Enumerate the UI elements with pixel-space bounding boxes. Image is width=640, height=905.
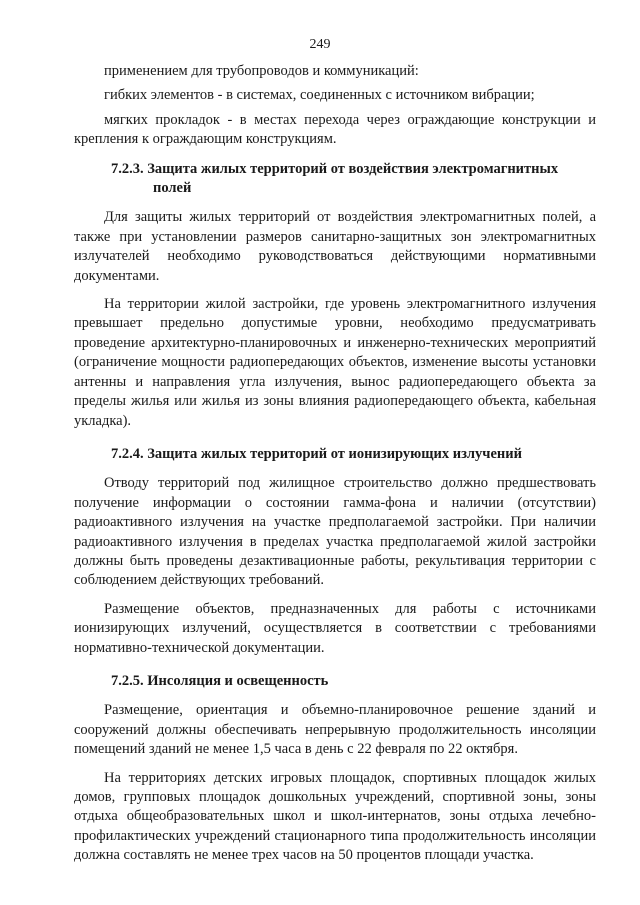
intro-paragraph: гибких элементов - в системах, соединенных с источником вибрации;: [104, 87, 535, 104]
section-7-2-5-paragraph: На территориях детских игровых площадок, спортивных площадок жилых домов, групповых площадок дошкольных учреждений, спортивной зоны, зоны отдыха общеобразовательных школ и школ-интернатов, зоны отдыха лечебно-профилактических учреждений стационарного типа продолжительность инсоляции должна составлять не менее трех часов на 50 процентов площади участка.: [74, 769, 596, 864]
section-heading-7-2-4: 7.2.4. Защита жилых территорий от ионизирующих излучений: [111, 445, 522, 462]
section-7-2-4-paragraph: Отводу территорий под жилищное строительство должно предшествовать получение информации о состоянии гамма-фона и наличии (отсутствии) радиоактивного излучения на участке предполагаемой застройки. При наличии радиоактивного излучения в пределах участка предполагаемой жилой застройки должны быть проведены дезактивационные работы, рекультивация территории с соблюдением действующих требований.: [74, 475, 596, 589]
section-7-2-3-paragraph: Для защиты жилых территорий от воздействия электромагнитных полей, а также при установлении размеров санитарно-защитных зон электромагнитных излучателей необходимо руководствоваться действующими нормативными документами.: [74, 209, 596, 284]
intro-paragraph: применением для трубопроводов и коммуникаций:: [104, 63, 419, 79]
section-heading-7-2-3: 7.2.3. Защита жилых территорий от воздействия электромагнитных полей: [111, 160, 559, 197]
document-body: [74, 62, 596, 866]
section-heading-7-2-5: 7.2.5. Инсоляция и освещенность: [111, 672, 329, 689]
intro-paragraph: мягких прокладок - в местах перехода через ограждающие конструкции и крепления к ограждающим конструкциям.: [74, 111, 596, 148]
section-7-2-4-paragraph: Размещение объектов, предназначенных для работы с источниками ионизирующих излучений, осуществляется в соответствии с требованиями нормативно-технической документации.: [74, 600, 596, 656]
section-7-2-5-paragraph: Размещение, ориентация и объемно-планировочное решение зданий и сооружений должны обеспечивать непрерывную продолжительность инсоляции помещений зданий не менее 1,5 часа в день с 22 февраля по 22 октября.: [74, 702, 596, 758]
page-number: 249: [309, 37, 331, 52]
section-7-2-3-paragraph: На территории жилой застройки, где уровень электромагнитного излучения превышает предельно допустимые уровни, необходимо предусматривать проведение архитектурно-планировочных и инженерно-технических мероприятий (ограничение мощности радиопередающих объектов, изменение высоты установки антенны и направления угла излучения, вынос радиопередающего объекта за пределы жилья или жилья из зоны влияния радиопередающего объекта, кабельная укладка).: [74, 296, 596, 429]
